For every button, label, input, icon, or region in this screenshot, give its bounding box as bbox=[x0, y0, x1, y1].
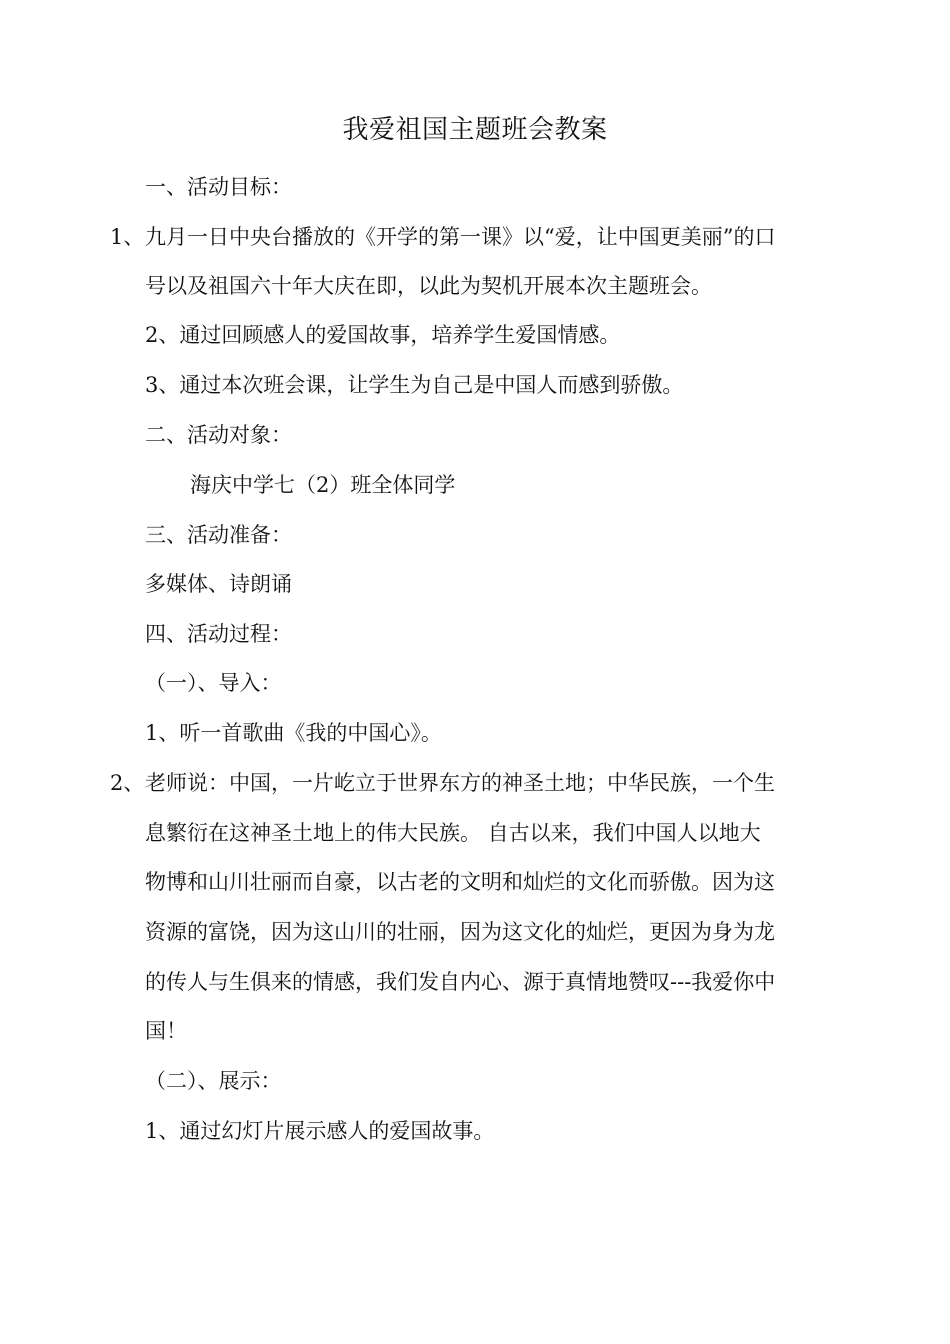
paragraph-line: 九月一日中央台播放的《开学的第一课》以“爱，让中国更美丽”的口 bbox=[145, 225, 776, 249]
paragraph-line: 多媒体、诗朗诵 bbox=[145, 572, 292, 596]
section-heading-audience: 二、活动对象： bbox=[145, 423, 292, 447]
paragraph-line: 的传人与生俱来的情感，我们发自内心、源于真情地赞叹---我爱你中 bbox=[145, 970, 776, 994]
document-title: 我爱祖国主题班会教案 bbox=[342, 115, 608, 145]
section-heading-preparation: 三、活动准备： bbox=[145, 523, 292, 547]
paragraph-line: 号以及祖国六十年大庆在即，以此为契机开展本次主题班会。 bbox=[145, 274, 712, 298]
section-heading-process: 四、活动过程： bbox=[145, 622, 292, 646]
list-item: 2、通过回顾感人的爱国故事，培养学生爱国情感。 bbox=[145, 323, 621, 347]
list-item: 3、通过本次班会课，让学生为自己是中国人而感到骄傲。 bbox=[145, 373, 684, 397]
list-item: 1、听一首歌曲《我的中国心》。 bbox=[145, 721, 442, 745]
section-heading-goals: 一、活动目标： bbox=[145, 175, 292, 199]
paragraph-line: 物博和山川壮丽而自豪，以古老的文明和灿烂的文化而骄傲。因为这 bbox=[145, 870, 775, 894]
paragraph-line: 海庆中学七（2）班全体同学 bbox=[190, 473, 456, 497]
list-number: 1、 bbox=[110, 225, 145, 249]
paragraph-line: 国！ bbox=[145, 1019, 187, 1043]
paragraph-line: 资源的富饶，因为这山川的壮丽，因为这文化的灿烂，更因为身为龙 bbox=[145, 920, 775, 944]
subsection-heading-intro: （一）、导入： bbox=[145, 671, 282, 695]
subsection-heading-display: （二）、展示： bbox=[145, 1069, 282, 1093]
paragraph-line: 老师说：中国，一片屹立于世界东方的神圣土地；中华民族，一个生 bbox=[145, 771, 775, 795]
list-number: 2、 bbox=[110, 771, 145, 795]
list-item: 1、通过幻灯片展示感人的爱国故事。 bbox=[145, 1119, 495, 1143]
paragraph-line: 息繁衍在这神圣土地上的伟大民族。 自古以来，我们中国人以地大 bbox=[145, 821, 761, 845]
